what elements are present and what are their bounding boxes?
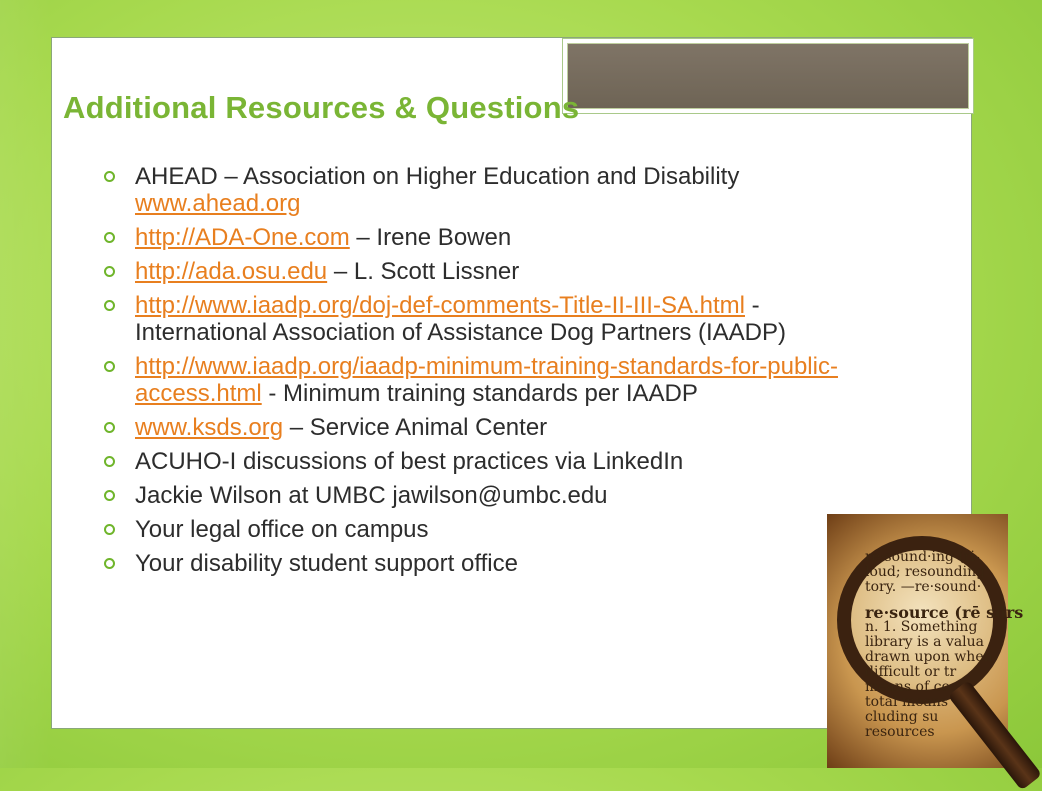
dictionary-text: drawn upon when [865,649,993,665]
resource-list [104,163,844,584]
slide-title: Additional Resources & Questions [63,90,580,125]
bullet-icon [104,171,115,182]
dictionary-text: cluding su [865,709,939,725]
resource-link[interactable]: www.ahead.org [135,190,301,217]
dictionary-text: re·sound·ing (ri- [865,549,980,565]
header-photo [567,43,969,109]
resource-item [104,353,844,407]
dictionary-text: re·source (rē sōrs [865,603,1024,622]
resource-description: - Minimum training standards per IAADP [261,380,698,407]
dictionary-text: total means [865,694,949,710]
resource-description: – Irene Bowen [349,224,512,251]
resource-item [104,414,844,441]
resource-text: ACUHO-I discussions of best practices via LinkedIn [135,448,684,475]
bullet-icon [104,300,115,311]
bullet-icon [104,456,115,467]
bullet-icon [104,361,115,372]
resource-link[interactable]: http://www.iaadp.org/doj-def-comments-Title-II-III-SA.html [135,292,745,319]
resource-link[interactable]: http://www.iaadp.org/iaadp-minimum-training-standards-for-public-access.html [135,353,838,407]
bullet-icon [104,490,115,501]
magnifier-lens [837,536,1024,740]
header-photo-frame [562,38,974,114]
resource-item [104,482,844,509]
resource-text: Jackie Wilson at UMBC jawilson@umbc.edu [135,482,608,509]
bullet-icon [104,266,115,277]
dictionary-text: difficult or tr [865,664,957,680]
resource-item [104,163,844,217]
resource-description: – L. Scott Lissner [327,258,520,285]
dictionary-text: means of co [865,679,950,695]
resource-link[interactable]: http://ADA-One.com [135,224,350,251]
resource-item [104,292,844,346]
resource-description: – Service Animal Center [283,414,548,441]
resource-text: Your disability student support office [135,550,518,577]
dictionary-text: library is a valua [865,634,985,650]
dictionary-text: tory. —re·sound· [865,579,982,595]
background-texture [0,0,51,768]
dictionary-text: resources [865,724,935,740]
bullet-icon [104,524,115,535]
dictionary-text: loud; resounding [865,564,986,580]
resource-link[interactable]: www.ksds.org [135,414,284,441]
bullet-icon [104,422,115,433]
bullet-icon [104,232,115,243]
resource-item [104,224,844,251]
resource-item [104,550,844,577]
magnifying-glass-photo [827,514,1024,768]
resource-text: Your legal office on campus [135,516,429,543]
dictionary-text: n. 1. Something [865,619,978,635]
resource-item [104,258,844,285]
bullet-icon [104,558,115,569]
resource-item [104,516,844,543]
resource-item [104,448,844,475]
resource-description: - International Association of Assistance Dog Partners (IAADP) [135,292,786,346]
resource-text: AHEAD – Association on Higher Education and Disability [135,163,740,190]
resource-link[interactable]: http://ada.osu.edu [135,258,328,285]
